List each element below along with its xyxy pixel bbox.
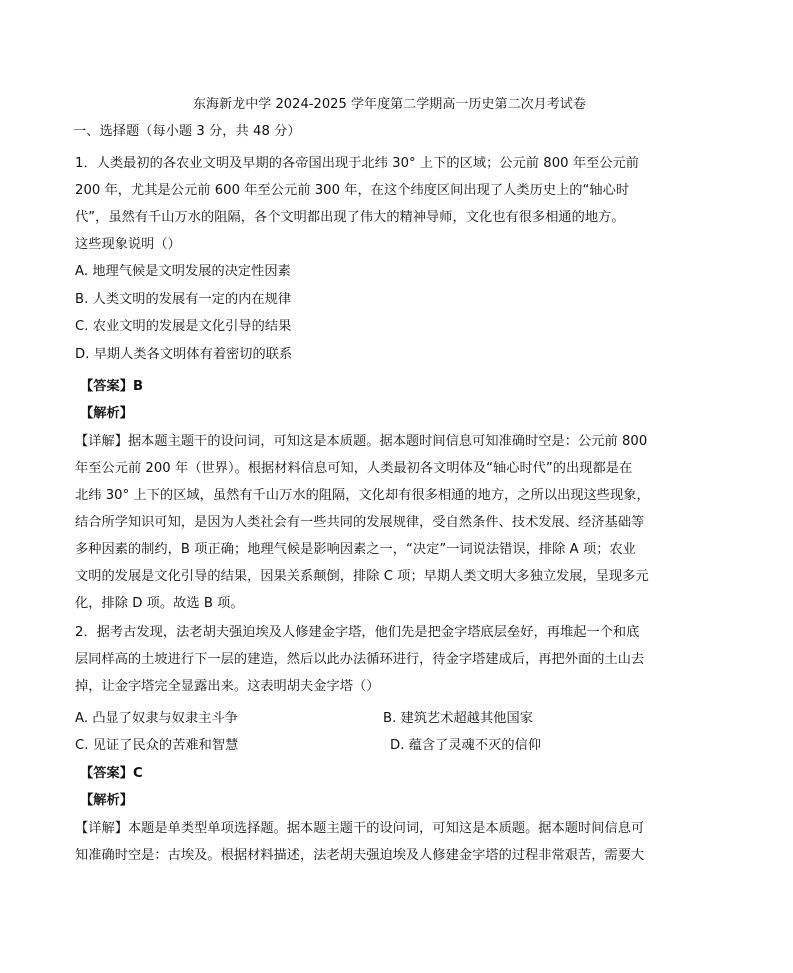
q2-option-b: B. 建筑艺术超越其他国家 xyxy=(383,711,533,726)
q2-analysis-label: 【解析】 xyxy=(80,793,133,808)
q2-option-d: D. 蕴含了灵魂不灭的信仰 xyxy=(390,738,542,753)
q2-stem-line-2: 层同样高的土坡进行下一层的建造，然后以此办法循环进行，待金字塔建成后，再把外面的土山去 xyxy=(75,652,645,667)
q2-stem-line-1: 2．据考古发现，法老胡夫强迫埃及人修建金字塔，他们先是把金字塔底层垒好，再堆起一个和底 xyxy=(75,625,640,640)
q1-detail-line-3: 北纬 30° 上下的区域，虽然有千山万水的阻隔，文化却有很多相通的地方，之所以出现这些现象， xyxy=(75,488,650,503)
q1-detail-line-6: 文明的发展是文化引导的结果，因果关系颠倒，排除 C 项；早期人类文明大多独立发展，呈现多元 xyxy=(75,569,649,584)
q2-answer: 【答案】C xyxy=(80,766,143,781)
section-heading: 一、选择题（每小题 3 分，共 48 分） xyxy=(73,124,301,139)
q1-detail-line-4: 结合所学知识可知，是因为人类社会有一些共同的发展规律，受自然条件、技术发展、经济基础等 xyxy=(75,515,645,530)
q1-stem-line-4: 这些现象说明（） xyxy=(75,237,181,252)
q1-answer: 【答案】B xyxy=(80,379,144,394)
q2-option-c: C. 见证了民众的苦难和智慧 xyxy=(75,738,239,753)
q1-detail-line-1: 【详解】据本题主题干的设问词，可知这是本质题。据本题时间信息可知准确时空是：公元前 800 xyxy=(75,434,648,449)
q1-detail-line-2: 年至公元前 200 年（世界）。根据材料信息可知，人类最初各文明体及“轴心时代”的出现都是在 xyxy=(75,461,633,476)
q1-option-c: C. 农业文明的发展是文化引导的结果 xyxy=(75,319,292,334)
document-title: 东海新龙中学 2024-2025 学年度第二学期高一历史第二次月考试卷 xyxy=(193,97,586,112)
q1-stem-line-3: 代”，虽然有千山万水的阻隔，各个文明都出现了伟大的精神导师，文化也有很多相通的地方。 xyxy=(75,210,625,225)
q2-stem-line-3: 掉，让金字塔完全显露出来。这表明胡夫金字塔（） xyxy=(75,679,380,694)
q2-detail-line-1: 【详解】本题是单类型单项选择题。据本题主题干的设问词，可知这是本质题。据本题时间信息可 xyxy=(75,821,645,836)
q1-stem-line-2: 200 年，尤其是公元前 600 年至公元前 300 年，在这个纬度区间出现了人类历史上的“轴心时 xyxy=(75,183,630,198)
q2-detail-line-2: 知准确时空是：古埃及。根据材料描述，法老胡夫强迫埃及人修建金字塔的过程非常艰苦，需要大 xyxy=(75,848,645,863)
q1-option-b: B. 人类文明的发展有一定的内在规律 xyxy=(75,292,292,307)
q2-option-a: A. 凸显了奴隶与奴隶主斗争 xyxy=(75,711,238,726)
q1-detail-line-5: 多种因素的制约，B 项正确；地理气候是影响因素之一，“决定”一词说法错误，排除 A 项；农业 xyxy=(75,542,636,557)
q1-detail-line-7: 化，排除 D 项。故选 B 项。 xyxy=(75,596,244,611)
q1-analysis-label: 【解析】 xyxy=(80,406,133,421)
q1-option-d: D. 早期人类各文明体有着密切的联系 xyxy=(75,347,293,362)
q1-option-a: A. 地理气候是文明发展的决定性因素 xyxy=(75,264,291,279)
q1-stem-line-1: 1．人类最初的各农业文明及早期的各帝国出现于北纬 30° 上下的区域；公元前 800 年至公元前 xyxy=(75,156,640,171)
